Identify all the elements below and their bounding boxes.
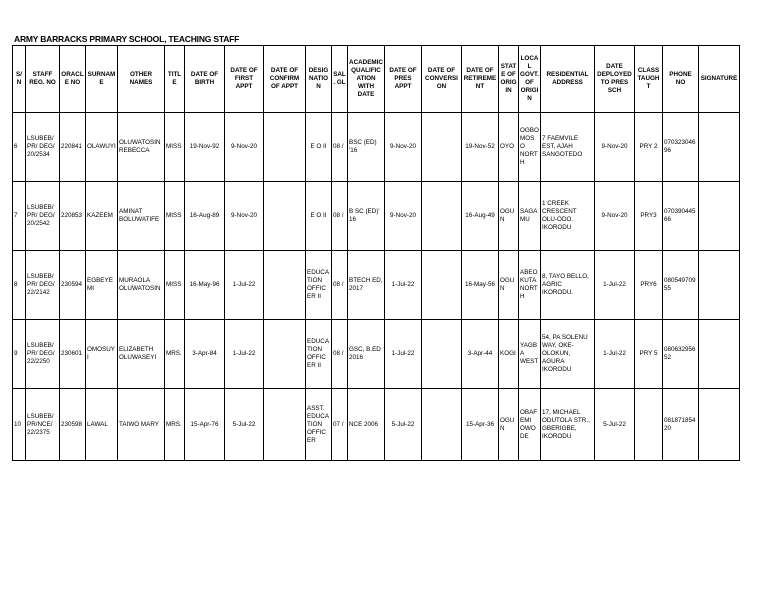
header-cell: S/N (13, 46, 26, 113)
table-cell: 08 / (332, 320, 348, 389)
table-cell: 17, MICHAEL ODUTOLA STR., GBERIGBE, IKORODU (541, 389, 595, 461)
table-cell: ELIZABETH OLUWASEYI (118, 320, 165, 389)
table-cell: ABEOKUTA NORTH (519, 251, 541, 320)
table-cell: B SC (ED)' 16 (348, 182, 385, 251)
table-cell (699, 182, 740, 251)
table-cell (264, 389, 306, 461)
table-cell (635, 389, 663, 461)
table-cell: 15-Apr-36 (462, 389, 499, 461)
table-cell: BTECH ED, 2017 (348, 251, 385, 320)
table-cell: 5-Jul-22 (595, 389, 635, 461)
table-cell: 07032304696 (663, 113, 699, 182)
table-cell: OYO (499, 113, 519, 182)
table-cell (699, 251, 740, 320)
table-cell: BSC (ED) '16 (348, 113, 385, 182)
table-cell: PRY 5 (635, 320, 663, 389)
table-cell: 8, TAYO BELLO, AGRIC IKORODU. (541, 251, 595, 320)
table-cell: 6 (13, 113, 26, 182)
table-cell: 230594 (60, 251, 86, 320)
table-cell (422, 251, 462, 320)
table-cell: 08 / (332, 251, 348, 320)
header-cell: SIGNATURE (699, 46, 740, 113)
table-cell: 3-Apr-44 (462, 320, 499, 389)
table-cell: PRY 2 (635, 113, 663, 182)
table-cell: LSUBEB/ PR/ DEG/ 20/2542 (26, 182, 60, 251)
table-cell: LSUBEB/ PR/ DEG/ 20/2534 (26, 113, 60, 182)
header-cell: TITLE (165, 46, 185, 113)
header-row (13, 46, 740, 113)
header-cell: SURNAME (86, 46, 118, 113)
table-cell: 3-Apr-84 (185, 320, 225, 389)
table-cell: 1-Jul-22 (225, 251, 264, 320)
table-cell: PRY3 (635, 182, 663, 251)
table-cell: MISS (165, 113, 185, 182)
table-row (13, 389, 740, 461)
table-cell: 220853 (60, 182, 86, 251)
table-cell: 19-Nov-92 (185, 113, 225, 182)
table-cell: 8 (13, 251, 26, 320)
table-row (13, 320, 740, 389)
document-title: ARMY BARRACKS PRIMARY SCHOOL, TEACHING STAFF (14, 34, 240, 44)
table-cell: 220841 (60, 113, 86, 182)
table-cell: 9-Nov-20 (595, 182, 635, 251)
table-cell: 15-Apr-76 (185, 389, 225, 461)
table-cell: 16-Aug-89 (185, 182, 225, 251)
header-cell: SAL. GL (332, 46, 348, 113)
table-cell: 1-Jul-22 (595, 251, 635, 320)
table-cell: AMINAT BOLUWATIFE (118, 182, 165, 251)
table-cell: 08187185420 (663, 389, 699, 461)
table-cell: ASST. EDUCATION OFFICER (306, 389, 332, 461)
header-cell: DATE OF BIRTH (185, 46, 225, 113)
header-cell: CLASS TAUGHT (635, 46, 663, 113)
header-cell: LOCAL GOVT. OF ORIGIN (519, 46, 541, 113)
table-cell: 16-May-56 (462, 251, 499, 320)
header-cell: RESIDENTIAL ADDRESS (541, 46, 595, 113)
table-cell: 07 / (332, 389, 348, 461)
table-cell: 7 (13, 182, 26, 251)
header-cell: ORACLE NO (60, 46, 86, 113)
table-cell: OGUN (499, 251, 519, 320)
table-cell (699, 320, 740, 389)
table-cell: OGBOMOSO NORTH (519, 113, 541, 182)
table-cell (422, 113, 462, 182)
table-cell (264, 113, 306, 182)
table-cell: MRS. (165, 389, 185, 461)
table-cell: 9-Nov-20 (385, 113, 422, 182)
header-cell: DATE OF CONFIRM OF APPT (264, 46, 306, 113)
table-cell: EDUCATION OFFICER II (306, 320, 332, 389)
table-cell: MRS. (165, 320, 185, 389)
table-cell: LSUBEB/ PR/NCE/ 22/2375 (26, 389, 60, 461)
table-cell: PRY6 (635, 251, 663, 320)
table-cell: OGUN (499, 182, 519, 251)
table-cell: OMOSUYI (86, 320, 118, 389)
table-cell: 5-Jul-22 (385, 389, 422, 461)
table-cell: 1 CREEK CRESCENT OLU-ODO. IKORODU (541, 182, 595, 251)
table-row (13, 182, 740, 251)
table-row (13, 251, 740, 320)
table-cell: E O II (306, 113, 332, 182)
table-cell: LAWAL (86, 389, 118, 461)
table-cell: EGBEYEMI (86, 251, 118, 320)
table-cell: 08 / (332, 113, 348, 182)
header-cell: DATE OF CONVERSION (422, 46, 462, 113)
header-cell: PHONE NO (663, 46, 699, 113)
table-cell: 08063295652 (663, 320, 699, 389)
table-cell: 5-Jul-22 (225, 389, 264, 461)
table-cell (422, 182, 462, 251)
teaching-staff-table (12, 45, 740, 461)
table-cell: OLUWATOSIN REBECCA (118, 113, 165, 182)
table-cell: OBAFEMI OWODE (519, 389, 541, 461)
table-cell: 16-Aug-49 (462, 182, 499, 251)
table-cell: KOGI (499, 320, 519, 389)
table-cell: 9-Nov-20 (225, 113, 264, 182)
table-cell: SAGAMU (519, 182, 541, 251)
header-cell: ACADEMIC QUALIFICATION WITH DATE (348, 46, 385, 113)
table-cell: YAGBA WEST (519, 320, 541, 389)
table-row (13, 113, 740, 182)
table-cell: NCE 2006 (348, 389, 385, 461)
table-cell: 230598 (60, 389, 86, 461)
table-cell: 9-Nov-20 (225, 182, 264, 251)
header-cell: OTHER NAMES (118, 46, 165, 113)
table-cell: TAIWO MARY (118, 389, 165, 461)
table-cell (422, 389, 462, 461)
table-cell: EDUCATION OFFICER II (306, 251, 332, 320)
table-cell: 1-Jul-22 (385, 320, 422, 389)
table-cell: 1-Jul-22 (225, 320, 264, 389)
table-cell (699, 389, 740, 461)
table-cell: OGUN (499, 389, 519, 461)
table-cell (264, 251, 306, 320)
table-cell: MURAOLA OLUWATOSIN (118, 251, 165, 320)
header-cell: DATE DEPLOYED TO PRES SCH (595, 46, 635, 113)
table-cell: MISS (165, 251, 185, 320)
table-cell (264, 320, 306, 389)
table-cell: 19-Nov-52 (462, 113, 499, 182)
header-cell: DATE OF PRES APPT (385, 46, 422, 113)
table-cell: 08054970955 (663, 251, 699, 320)
table-cell: OLAWUYI (86, 113, 118, 182)
table-cell: 07039044566 (663, 182, 699, 251)
table-cell: 7 FAEMVILE EST, AJAH SANGOTEDO (541, 113, 595, 182)
table-cell: 9-Nov-20 (385, 182, 422, 251)
table-cell (422, 320, 462, 389)
table-cell: 08 / (332, 182, 348, 251)
table-cell: GSC, B.ED 2016 (348, 320, 385, 389)
table-cell: 9-Nov-20 (595, 113, 635, 182)
table-cell: KAZEEM (86, 182, 118, 251)
table-cell: 1-Jul-22 (385, 251, 422, 320)
table-cell: MISS (165, 182, 185, 251)
table-cell: LSUBEB/ PR/ DEG/ 22/2142 (26, 251, 60, 320)
table-cell: 54, PA SOLENU WAY, OKE-OLOKUN, AGURA IKORODU (541, 320, 595, 389)
table-cell: LSUBEB/ PR/ DEG/ 22/2250 (26, 320, 60, 389)
table-cell (699, 113, 740, 182)
header-cell: STATE OF ORIGIN (499, 46, 519, 113)
table-cell: 230601 (60, 320, 86, 389)
table-cell: E O II (306, 182, 332, 251)
table-cell: 10 (13, 389, 26, 461)
table-cell (264, 182, 306, 251)
header-cell: DATE OF RETIREMENT (462, 46, 499, 113)
table-cell: 9 (13, 320, 26, 389)
header-cell: STAFF REG. NO (26, 46, 60, 113)
header-cell: DATE OF FIRST APPT (225, 46, 264, 113)
table-cell: 16-May-96 (185, 251, 225, 320)
header-cell: DESIGNATION (306, 46, 332, 113)
table-cell: 1-Jul-22 (595, 320, 635, 389)
